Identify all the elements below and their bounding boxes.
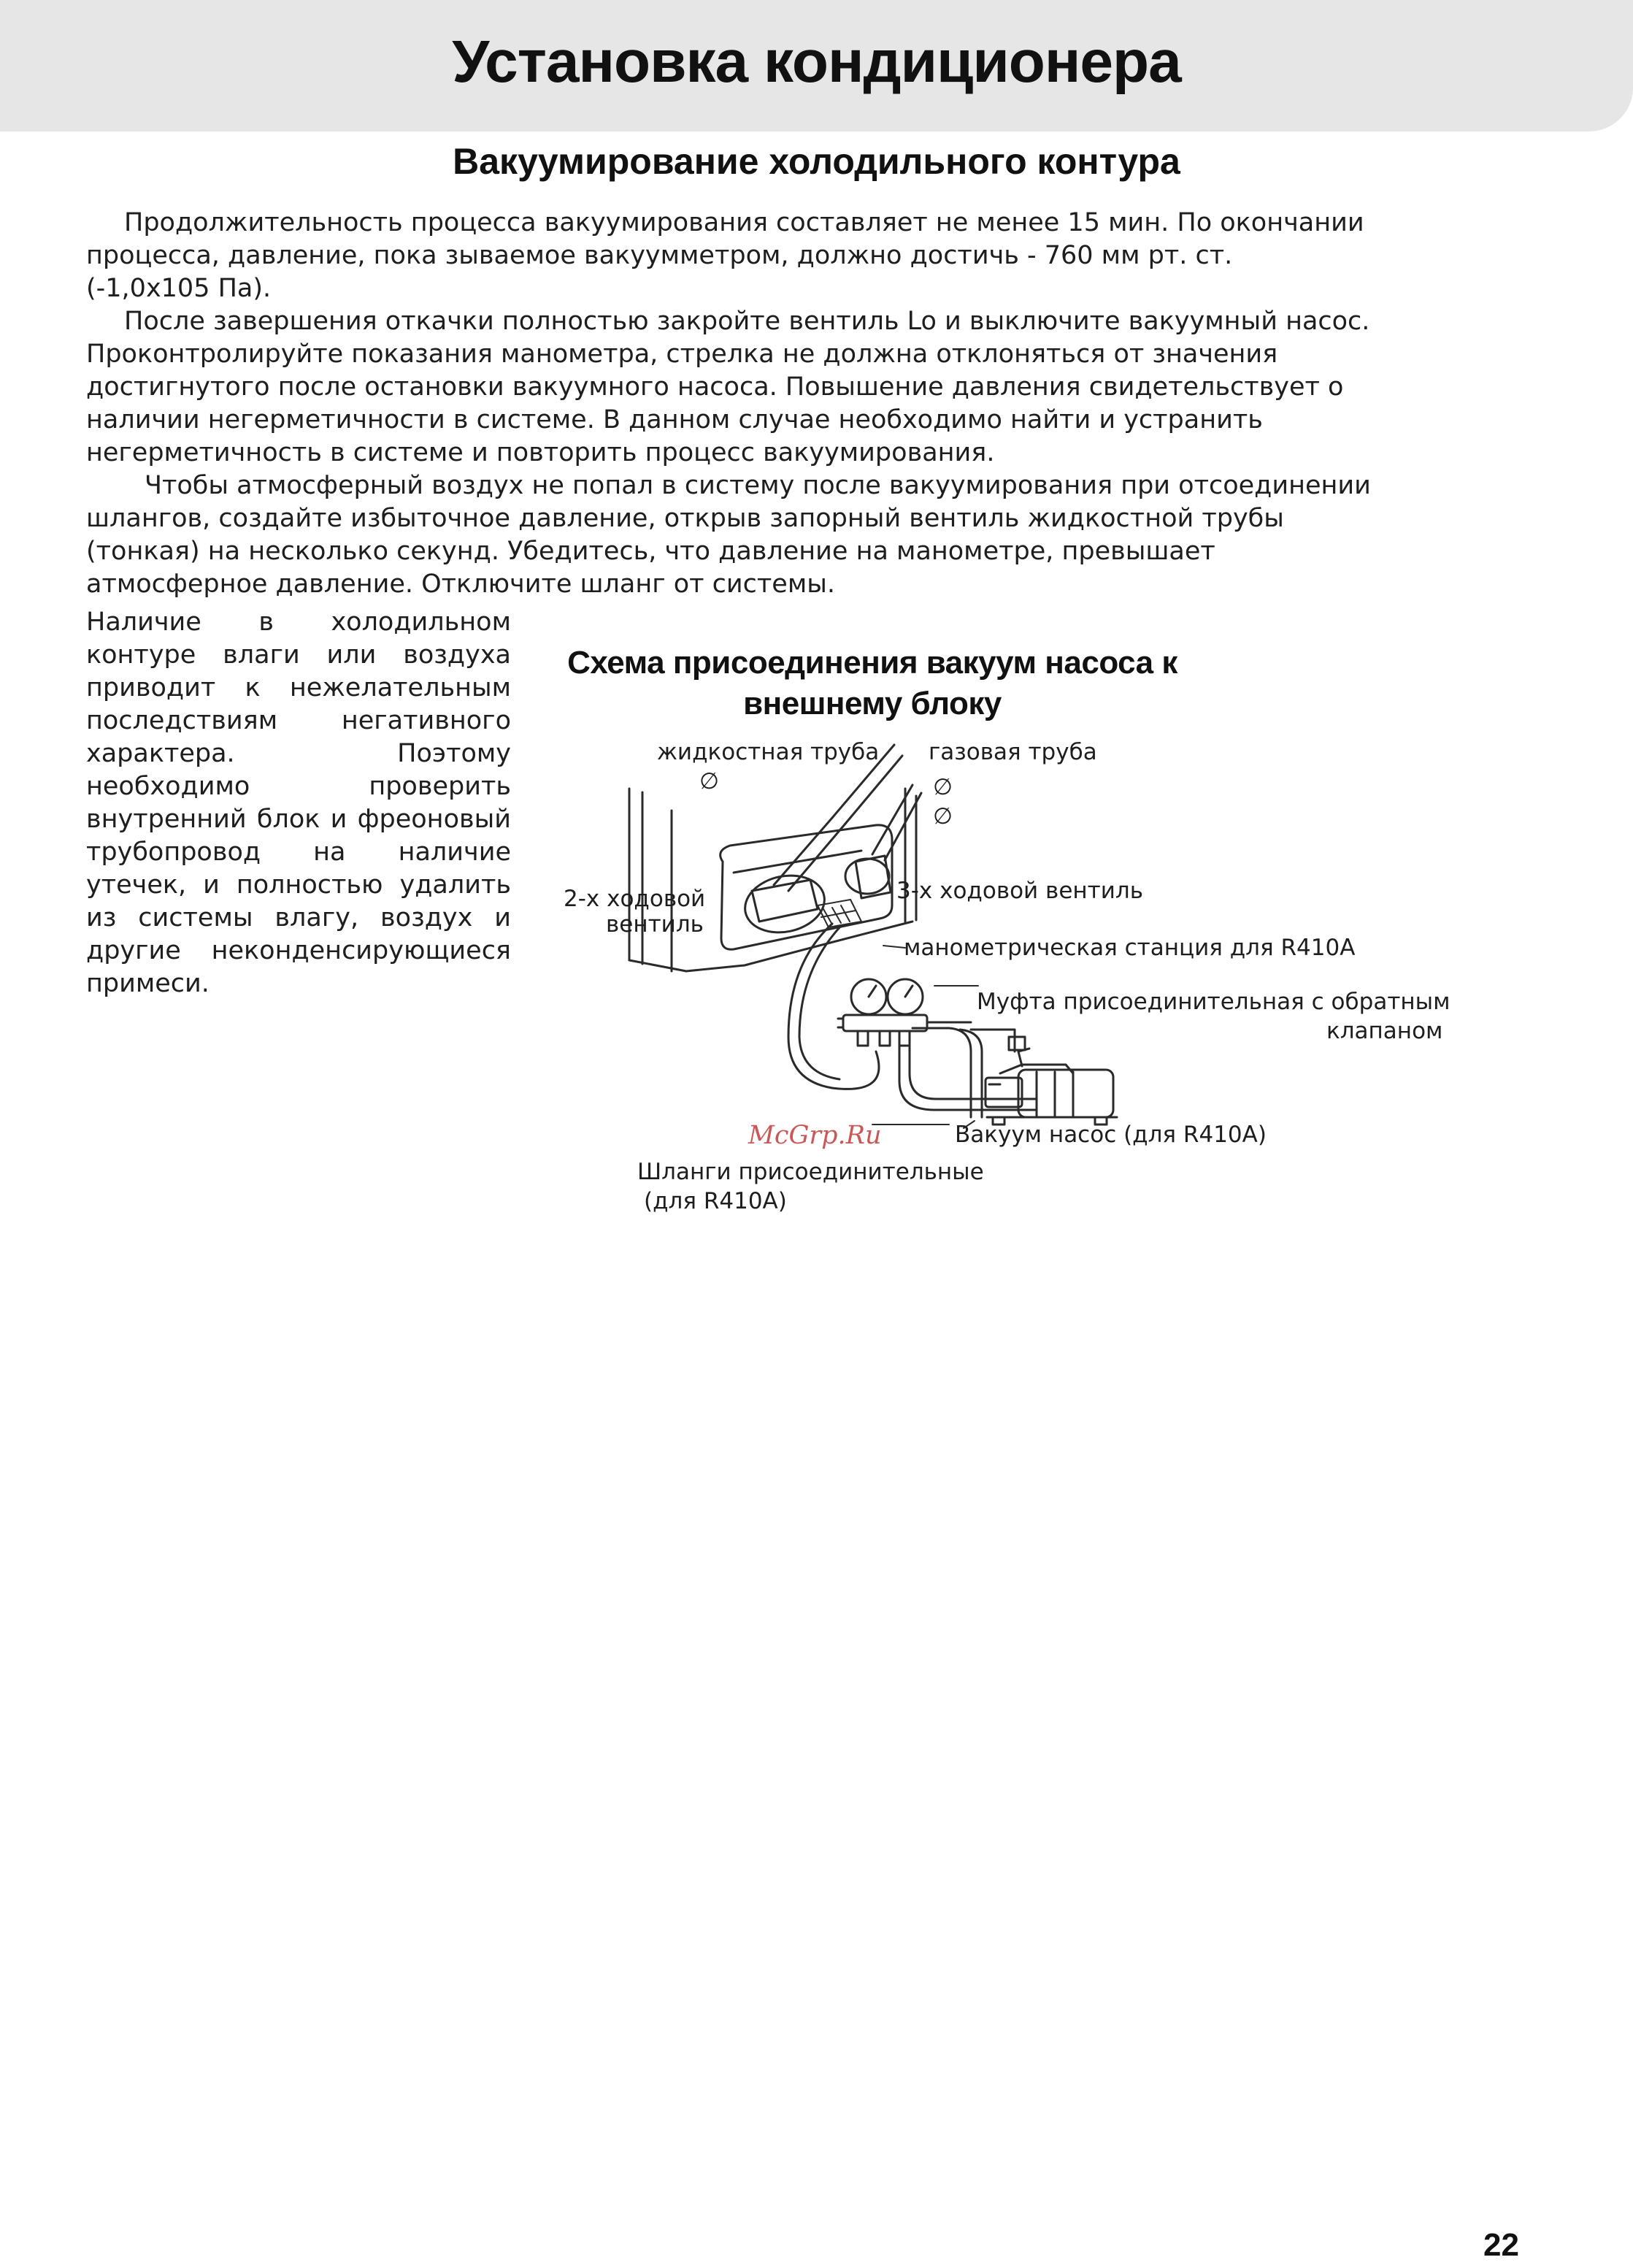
- label-vacuum-pump: Вакуум насос (для R410A): [955, 1122, 1267, 1148]
- label-liquid-pipe: жидкостная труба: [657, 739, 880, 765]
- leader-lines: [872, 946, 978, 1128]
- watermark: McGrp.Ru: [748, 1121, 882, 1150]
- body-line: шлангов, создайте избыточное давление, открыв запорный вентиль жидкостной трубы: [86, 504, 1284, 533]
- page-number: 22: [1483, 2227, 1519, 2263]
- outdoor-unit-outline: [629, 789, 916, 971]
- diameter-icon: ∅: [933, 803, 953, 830]
- diameter-icon: ∅: [699, 768, 720, 794]
- diagram-title-line: Схема присоединения вакуум насоса к: [567, 645, 1177, 681]
- label-three-way-valve: 3-х ходовой вентиль: [896, 878, 1143, 904]
- page-title: Установка кондиционера: [452, 28, 1181, 95]
- body-line: (-1,0х105 Па).: [86, 274, 272, 303]
- body-line: наличии негерметичности в системе. В данном случае необходимо найти и устранить: [86, 405, 1263, 434]
- side-note: Наличие в холодильном контуре влаги или воздуха приводит к нежелательным последствиям негативного характера. Поэтому необходимо проверить внутренний блок и фреоновый трубопровод на наличие утечек, и полностью удалить из системы влагу, воздух и другие неконденсирующиеся примеси.: [86, 608, 511, 998]
- body-line: Чтобы атмосферный воздух не попал в систему после вакуумирования при отсоединении: [145, 471, 1371, 500]
- diagram-title-line: внешнему блоку: [743, 686, 1002, 721]
- hose-nut-drawing: [818, 900, 861, 927]
- body-line: (тонкая) на несколько секунд. Убедитесь, что давление на манометре, превышает: [86, 537, 1215, 566]
- label-hoses: Шланги присоединительные: [637, 1159, 984, 1185]
- label-coupling: Муфта присоединительная с обратным: [977, 989, 1451, 1015]
- manifold-gauge-drawing: [838, 979, 971, 1046]
- two-way-valve-drawing: [739, 745, 902, 940]
- vacuum-pump-drawing: [985, 1049, 1117, 1125]
- diameter-icon: ∅: [933, 774, 953, 800]
- body-line: Продолжительность процесса вакуумирования составляет не менее 15 мин. По окончании: [124, 208, 1364, 237]
- body-line: достигнутого после остановки вакуумного насоса. Повышение давления свидетельствует о: [86, 372, 1344, 402]
- label-gas-pipe: газовая труба: [929, 739, 1097, 765]
- body-line: атмосферное давление. Отключите шланг от системы.: [86, 570, 835, 599]
- label-two-way-valve: 2-х ходовой: [564, 886, 706, 912]
- label-coupling-line2: клапаном: [1326, 1018, 1443, 1044]
- body-line: негерметичность в системе и повторить процесс вакуумирования.: [86, 438, 995, 467]
- label-two-way-valve-line2: вентиль: [606, 911, 704, 938]
- body-line: Проконтролируйте показания манометра, стрелка не должна отклоняться от значения: [86, 340, 1278, 369]
- body-line: После завершения откачки полностью закройте вентиль Lo и выключите вакуумный насос.: [124, 307, 1370, 336]
- label-manifold: манометрическая станция для R410A: [904, 935, 1356, 961]
- section-title: Вакуумирование холодильного контура: [453, 141, 1180, 182]
- body-line: процесса, давление, пока зываемое вакуумметром, должно достичь - 760 мм рт. ст.: [86, 241, 1233, 270]
- label-hoses-line2: (для R410A): [644, 1188, 787, 1214]
